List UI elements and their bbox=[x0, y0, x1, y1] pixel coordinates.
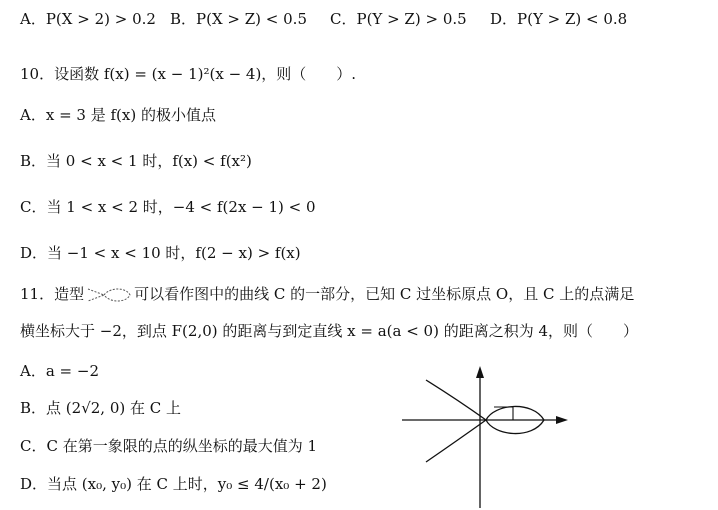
q11-option-a: A．a = −2 bbox=[20, 362, 100, 380]
q10-stem: 10．设函数 f(x) = (x − 1)²(x − 4)，则（ ）. bbox=[20, 65, 357, 83]
y-axis-arrow bbox=[476, 366, 484, 378]
q9-option-a: A．P(X > 2) > 0.2 bbox=[20, 10, 156, 28]
q9-option-d: D．P(Y > Z) < 0.8 bbox=[490, 10, 628, 28]
q11-option-c: C．C 在第一象限的点的纵坐标的最大值为 1 bbox=[20, 437, 318, 455]
q11-stem: 11．造型 可以看作图中的曲线 C 的一部分，已知 C 过坐标原点 O，且 C 上的点满足 bbox=[20, 285, 635, 303]
q10-option-c: C．当 1 < x < 2 时，−4 < f(2x − 1) < 0 bbox=[20, 198, 316, 216]
curve-figure bbox=[398, 364, 570, 510]
q10-option-d: D．当 −1 < x < 10 时，f(2 − x) > f(x) bbox=[20, 244, 301, 262]
q11-option-d: D．当点 (x₀, y₀) 在 C 上时，y₀ ≤ 4/(x₀ + 2) bbox=[20, 475, 327, 493]
q9-option-b: B．P(X > Z) < 0.5 bbox=[170, 10, 307, 28]
q11-option-b: B．点 (2√2, 0) 在 C 上 bbox=[20, 399, 182, 417]
shape-icon bbox=[86, 285, 132, 305]
x-axis-arrow bbox=[556, 416, 568, 424]
q10-option-b: B．当 0 < x < 1 时，f(x) < f(x²) bbox=[20, 152, 252, 170]
q11-stem-line2: 横坐标大于 −2，到点 F(2,0) 的距离与到定直线 x = a(a < 0) 的距离之积为 4，则（ ） bbox=[20, 322, 639, 340]
q9-option-c: C．P(Y > Z) > 0.5 bbox=[330, 10, 467, 28]
curve-branch-upper bbox=[426, 380, 486, 420]
curve-branch-lower bbox=[426, 420, 486, 462]
q10-option-a: A．x = 3 是 f(x) 的极小值点 bbox=[20, 106, 216, 124]
